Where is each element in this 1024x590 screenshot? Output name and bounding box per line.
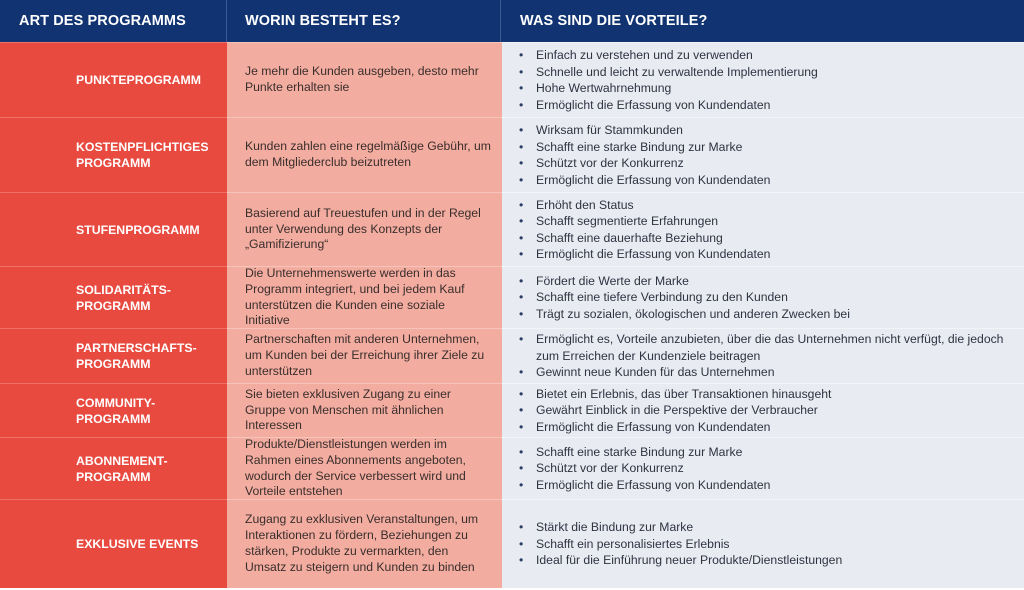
bullet-icon: • <box>519 247 524 261</box>
program-benefits <box>501 383 1024 437</box>
bullet-icon: • <box>519 386 524 401</box>
benefit-item: • Schützt vor der Konkurrenz <box>519 461 684 476</box>
program-benefits <box>501 437 1024 499</box>
bullet-icon: • <box>519 553 524 568</box>
program-description: Je mehr die Kunden ausgeben, desto mehr Punkte erhalten sie <box>227 42 501 117</box>
program-description: Basierend auf Treuestufen und in der Regel unter Verwendung des Konzepts der „Gamifizierung“ <box>227 192 501 266</box>
bullet-icon: • <box>519 214 524 228</box>
benefit-item: • Bietet ein Erlebnis, das über Transaktionen hinausgeht <box>519 386 832 401</box>
table-row <box>0 117 1024 192</box>
table-row <box>0 383 1024 437</box>
program-description: Partnerschaften mit anderen Unternehmen, um Kunden bei der Erreichung ihrer Ziele zu unterstützen <box>227 328 501 383</box>
bullet-icon: • <box>519 477 524 492</box>
program-type: ABONNEMENT-PROGRAMM <box>0 437 227 499</box>
bullet-icon: • <box>519 273 524 288</box>
program-benefits <box>501 266 1024 328</box>
benefit-item: • Ideal für die Einführung neuer Produkte/Dienstleistungen <box>519 553 843 568</box>
program-type: EXKLUSIVE EVENTS <box>0 499 227 588</box>
header-program-type: ART DES PROGRAMMS <box>0 0 227 42</box>
table-row <box>0 437 1024 499</box>
program-description: Produkte/Dienstleistungen werden im Rahmen eines Abonnements angeboten, wodurch der Service verbessert wird und Vorteile entstehen <box>227 437 501 499</box>
bullet-icon: • <box>519 403 524 418</box>
program-type: COMMUNITY-PROGRAMM <box>0 383 227 437</box>
header-benefits: WAS SIND DIE VORTEILE? <box>520 13 708 29</box>
bullet-icon: • <box>519 444 524 459</box>
bullet-icon: • <box>519 156 524 170</box>
bullet-icon: • <box>519 81 524 95</box>
benefit-item: • Ermöglicht die Erfassung von Kundendaten <box>519 419 771 434</box>
bullet-icon: • <box>519 306 524 321</box>
program-benefits <box>501 117 1024 192</box>
benefit-item: • Ermöglicht es, Vorteile anzubieten, über die das Unternehmen nicht verfügt, die jedoch zum Erreichen der Kundenziele beitragen <box>519 332 1004 363</box>
benefit-item: • Schafft eine dauerhafte Beziehung <box>519 230 723 245</box>
table-header <box>0 0 1024 42</box>
bullet-icon: • <box>519 419 524 434</box>
table-row <box>0 42 1024 117</box>
program-description: Die Unternehmenswerte werden in das Programm integriert, und bei jedem Kauf unterstützen die Kunden eine soziale Initiative <box>227 266 501 328</box>
program-description: Kunden zahlen eine regelmäßige Gebühr, um dem Mitgliederclub beizutreten <box>227 117 501 192</box>
benefit-item: • Hohe Wertwahrnehmung <box>519 81 672 95</box>
benefit-item: • Schafft eine starke Bindung zur Marke <box>519 444 743 459</box>
benefit-item: • Ermöglicht die Erfassung von Kundendaten <box>519 247 771 261</box>
benefit-item: • Gewinnt neue Kunden für das Unternehmen <box>519 365 775 380</box>
bullet-icon: • <box>519 139 524 154</box>
header-description: WORIN BESTEHT ES? <box>227 0 501 42</box>
bullet-icon: • <box>519 290 524 305</box>
bullet-icon: • <box>519 461 524 476</box>
table-row <box>0 192 1024 266</box>
bullet-icon: • <box>519 97 524 112</box>
benefit-item: • Ermöglicht die Erfassung von Kundendaten <box>519 172 771 187</box>
bullet-icon: • <box>519 64 524 79</box>
program-description: Zugang zu exklusiven Veranstaltungen, um Interaktionen zu fördern, Beziehungen zu stärken, Produkte zu vermarkten, den Umsatz zu steigern und Kunden zu binden <box>227 499 501 588</box>
program-type: KOSTENPFLICHTIGES PROGRAMM <box>0 117 227 192</box>
benefit-item: • Schafft segmentierte Erfahrungen <box>519 214 719 228</box>
benefit-item: • Erhöht den Status <box>519 197 634 212</box>
bullet-icon: • <box>519 230 524 245</box>
benefit-item: • Einfach zu verstehen und zu verwenden <box>519 48 753 62</box>
program-type: SOLIDARITÄTS-PROGRAMM <box>0 266 227 328</box>
benefit-item: • Schafft eine starke Bindung zur Marke <box>519 139 743 154</box>
program-type: PARTNERSCHAFTS-PROGRAMM <box>0 328 227 383</box>
bullet-icon: • <box>519 172 524 187</box>
benefit-item: • Ermöglicht die Erfassung von Kundendaten <box>519 97 771 112</box>
benefit-item: • Wirksam für Stammkunden <box>519 123 683 137</box>
bullet-icon: • <box>519 520 524 535</box>
program-description: Sie bieten exklusiven Zugang zu einer Gruppe von Menschen mit ähnlichen Interessen <box>227 383 501 437</box>
benefit-item: • Fördert die Werte der Marke <box>519 273 689 288</box>
program-benefits <box>501 192 1024 266</box>
table-row <box>0 499 1024 588</box>
bullet-icon: • <box>519 332 524 347</box>
benefit-item: • Schafft eine tiefere Verbindung zu den Kunden <box>519 290 788 305</box>
bullet-icon: • <box>519 48 524 62</box>
benefit-item: • Trägt zu sozialen, ökologischen und anderen Zwecken bei <box>519 306 850 321</box>
program-benefits <box>501 499 1024 588</box>
benefit-item: • Gewährt Einblick in die Perspektive der Verbraucher <box>519 403 818 418</box>
program-type: STUFENPROGRAMM <box>0 192 227 266</box>
benefit-item: • Schützt vor der Konkurrenz <box>519 156 684 170</box>
bullet-icon: • <box>519 365 524 380</box>
benefit-item: • Schafft ein personalisiertes Erlebnis <box>519 536 730 551</box>
program-type: PUNKTEPROGRAMM <box>0 42 227 117</box>
bullet-icon: • <box>519 123 524 137</box>
program-benefits <box>501 42 1024 117</box>
benefit-item: • Ermöglicht die Erfassung von Kundendaten <box>519 477 771 492</box>
benefit-item: • Stärkt die Bindung zur Marke <box>519 520 694 535</box>
bullet-icon: • <box>519 197 524 212</box>
benefit-item: • Schnelle und leicht zu verwaltende Implementierung <box>519 64 818 79</box>
table-row <box>0 328 1024 383</box>
bullet-icon: • <box>519 536 524 551</box>
program-benefits <box>501 328 1024 383</box>
table-row <box>0 266 1024 328</box>
